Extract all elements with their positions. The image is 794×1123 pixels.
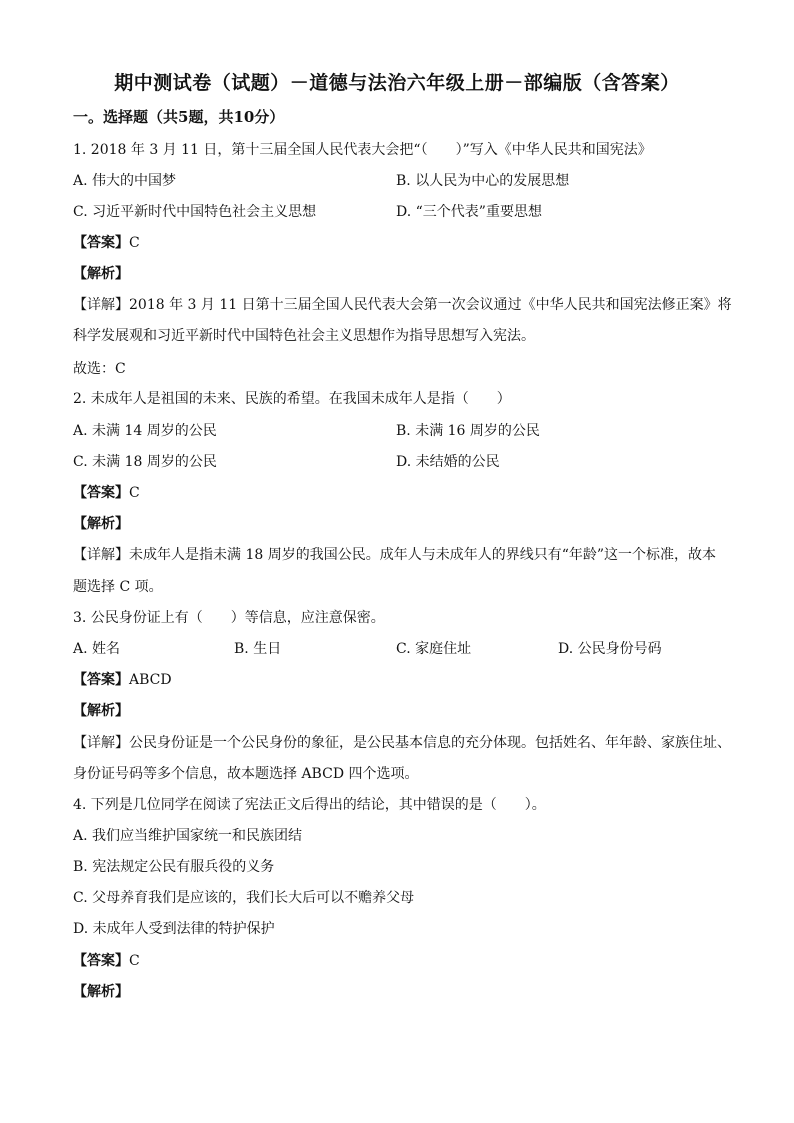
question-1-option-c: C. 习近平新时代中国特色社会主义思想 [73, 204, 317, 220]
question-3-analysis-label: 【解析】 [73, 703, 129, 719]
question-1-option-b: B. 以人民为中心的发展思想 [396, 173, 570, 189]
answer-value: C [129, 485, 140, 501]
question-4-option-b: B. 宪法规定公民有服兵役的义务 [73, 859, 275, 875]
answer-label: 【答案】 [73, 953, 129, 969]
question-2-option-a: A. 未满 14 周岁的公民 [73, 423, 217, 439]
answer-value: C [129, 953, 140, 969]
question-1-option-d: D. “三个代表”重要思想 [396, 204, 542, 220]
answer-value: C [129, 235, 140, 251]
question-1-option-a: A. 伟大的中国梦 [73, 173, 177, 189]
question-3-option-d: D. 公民身份号码 [558, 641, 662, 657]
question-1-analysis-label: 【解析】 [73, 266, 129, 282]
question-2-detail-line-1: 【详解】未成年人是指未满 18 周岁的我国公民。成年人与未成年人的界线只有“年龄”这一个标准，故本 [73, 547, 717, 563]
page-title: 期中测试卷（试题）－道德与法治六年级上册－部编版（含答案） [114, 72, 680, 94]
question-3-option-b: B. 生日 [234, 641, 282, 657]
question-4-analysis-label: 【解析】 [73, 984, 129, 1000]
question-4-option-c: C. 父母养育我们是应该的，我们长大后可以不赡养父母 [73, 890, 415, 906]
question-4-stem: 4. 下列是几位同学在阅读了宪法正文后得出的结论，其中错误的是（ ）。 [73, 797, 546, 813]
question-2-analysis-label: 【解析】 [73, 516, 129, 532]
question-2-stem: 2. 未成年人是祖国的未来、民族的希望。在我国未成年人是指（ ） [73, 391, 511, 407]
question-3-detail-line-2: 身份证号码等多个信息，故本题选择 ABCD 四个选项。 [73, 766, 419, 782]
question-3-option-a: A. 姓名 [73, 641, 121, 657]
question-3-stem: 3. 公民身份证上有（ ）等信息，应注意保密。 [73, 610, 385, 626]
question-3-answer [73, 671, 172, 689]
question-2-option-c: C. 未满 18 周岁的公民 [73, 454, 217, 470]
answer-label: 【答案】 [73, 485, 129, 501]
question-1-choice: 故选：C [73, 361, 126, 377]
section-heading: 一。选择题（共5题，共10分） [73, 108, 285, 126]
answer-value: ABCD [129, 672, 172, 688]
question-1-answer [73, 234, 140, 252]
question-2-option-b: B. 未满 16 周岁的公民 [396, 423, 540, 439]
question-4-option-d: D. 未成年人受到法律的特护保护 [73, 921, 275, 937]
question-2-detail-line-2: 题选择 C 项。 [73, 579, 163, 595]
question-1-detail-line-2: 科学发展观和习近平新时代中国特色社会主义思想作为指导思想写入宪法。 [73, 328, 535, 344]
question-3-detail-line-1: 【详解】公民身份证是一个公民身份的象征，是公民基本信息的充分体现。包括姓名、年年龄、家族住址、 [73, 735, 731, 751]
answer-label: 【答案】 [73, 672, 129, 688]
question-2-answer [73, 484, 140, 502]
question-2-option-d: D. 未结婚的公民 [396, 454, 500, 470]
answer-label: 【答案】 [73, 235, 129, 251]
question-4-option-a: A. 我们应当维护国家统一和民族团结 [73, 828, 303, 844]
question-4-answer [73, 952, 140, 970]
question-3-option-c: C. 家庭住址 [396, 641, 472, 657]
question-1-stem: 1. 2018 年 3 月 11 日，第十三届全国人民代表大会把“（ ）”写入《中华人民共和国宪法》 [73, 142, 652, 158]
question-1-detail-line-1: 【详解】2018 年 3 月 11 日第十三届全国人民代表大会第一次会议通过《中华人民共和国宪法修正案》将 [73, 297, 732, 313]
